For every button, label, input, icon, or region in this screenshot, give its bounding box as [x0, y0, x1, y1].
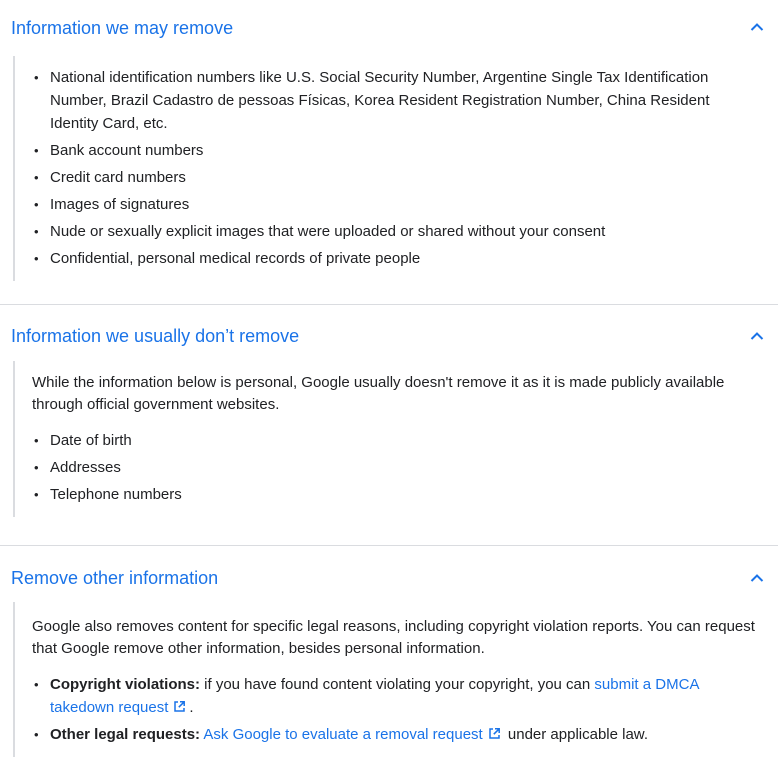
external-link-icon	[173, 700, 186, 713]
section-title: Remove other information	[11, 568, 219, 588]
list-item: • Confidential, personal medical records of private people	[32, 247, 758, 270]
chevron-up-icon[interactable]	[750, 22, 764, 32]
section-remove-other-information	[0, 546, 778, 757]
section-body	[13, 361, 778, 517]
item-label: Copyright violations:	[50, 676, 200, 693]
external-link-icon	[488, 727, 501, 740]
list-item: • Bank account numbers	[32, 139, 758, 162]
section-header[interactable]	[0, 0, 778, 56]
list-item: • Addresses	[32, 456, 758, 479]
list-item	[32, 673, 758, 719]
item-label: Other legal requests:	[50, 726, 201, 743]
item-after: under applicable law.	[503, 726, 648, 743]
bullet-list	[32, 429, 758, 506]
list-item: • Images of signatures	[32, 193, 758, 216]
list-item: • Credit card numbers	[32, 166, 758, 189]
section-information-we-may-remove	[0, 0, 778, 305]
item-after: .	[189, 699, 194, 716]
item-text: if you have found content violating your copyright, you can	[200, 676, 595, 693]
list-item: • Nude or sexually explicit images that were uploaded or shared without your consent	[32, 220, 758, 243]
section-intro: While the information below is personal, Google usually doesn't remove it as it is made publicly available through official government websites.	[32, 374, 725, 413]
chevron-up-icon[interactable]	[750, 331, 764, 341]
section-information-we-usually-dont-remove	[0, 305, 778, 546]
list-item: • Telephone numbers	[32, 483, 758, 506]
chevron-up-icon[interactable]	[750, 573, 764, 583]
section-title: Information we may remove	[11, 18, 234, 38]
list-item	[32, 723, 758, 746]
section-title: Information we usually don’t remove	[11, 326, 300, 346]
bullet-list	[32, 66, 758, 270]
section-header[interactable]	[0, 305, 778, 361]
list-item: • Date of birth	[32, 429, 758, 452]
dmca-request-link[interactable]: submit a DMCA takedown request	[50, 676, 699, 716]
section-body	[13, 56, 778, 281]
removal-request-link[interactable]: Ask Google to evaluate a removal request	[203, 726, 483, 743]
bullet-list	[32, 673, 758, 746]
list-item: • National identification numbers like U.S. Social Security Number, Argentine Single Tax Identification Number, Brazil Cadastro de pessoas Físicas, Korea Resident Registration Number, China Resident Identity Card, etc.	[32, 66, 758, 135]
section-header[interactable]	[0, 546, 778, 602]
section-body	[13, 602, 778, 757]
section-intro: Google also removes content for specific legal reasons, including copyright violation reports. You can request that Google remove other information, besides personal information.	[32, 618, 755, 657]
